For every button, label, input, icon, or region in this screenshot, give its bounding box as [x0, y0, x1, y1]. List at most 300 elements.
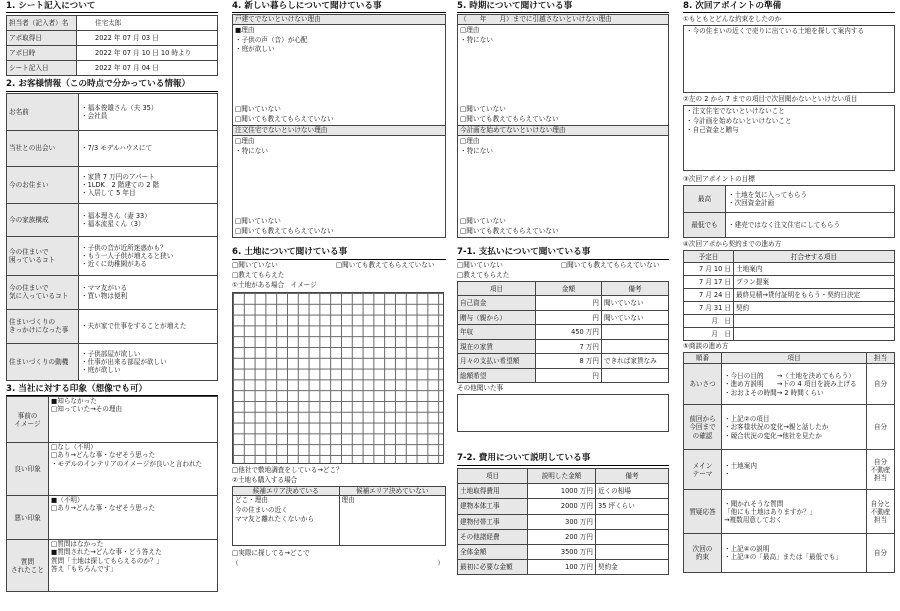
- row-item: 質問「土地は探してもらえるのか？」: [51, 556, 164, 565]
- area-line: 理由: [341, 496, 355, 504]
- step-content[interactable]: [722, 405, 867, 450]
- negotiation-label: ⑤商談の進め方: [683, 342, 729, 351]
- step-label-line: 前回から: [689, 415, 716, 424]
- promise-item: ・今の住まいの近くで売りに出ている土地を探して案内する: [686, 27, 865, 36]
- sheet-info-row: [7, 16, 218, 31]
- row-label: [7, 496, 49, 540]
- reason-item: ■理由: [235, 26, 255, 35]
- reason-item: ・庭が欲しい: [235, 45, 275, 54]
- sheet-info-label: 担当者（記入者）名: [7, 16, 77, 31]
- step-label: [684, 490, 722, 534]
- row-label-line: 今のお住まい: [9, 180, 49, 189]
- row-item: □知っていた→その理由: [51, 405, 123, 414]
- schedule-date[interactable]: 月 日: [684, 328, 734, 341]
- info-row: [7, 203, 218, 236]
- next-items-label: ②左の 2 から 7 までの項目で次回聞かないといけない項目: [683, 95, 858, 104]
- row-item: ・福本理さん（妻 33）: [81, 211, 151, 220]
- step-item: ・: [724, 469, 731, 478]
- amount-cell[interactable]: 100 万円: [528, 560, 596, 575]
- sheet-info-label: アポ取得日: [7, 31, 77, 46]
- land-sketch-grid[interactable]: [232, 292, 444, 464]
- reason-item: □理由: [235, 137, 255, 146]
- negotiation-row: [684, 450, 895, 490]
- row-label: [7, 236, 79, 275]
- row-content[interactable]: [49, 397, 218, 443]
- step-label: [684, 364, 722, 405]
- row-label-line: 今の住まいで: [9, 247, 49, 256]
- table-row: [458, 296, 669, 311]
- goal-item: ・次回資金計画: [728, 199, 775, 208]
- row-item: ・会社員: [81, 111, 108, 120]
- section-7-2-title: 7-2. 費用について説明している事: [457, 452, 669, 465]
- item-cell: 最初に必要な金額: [458, 560, 528, 575]
- start-plan-reason-head: 今計画を始めてないといけない理由: [458, 126, 668, 136]
- schedule-column-header: 予定日: [684, 251, 734, 263]
- row-item: ・ママ友がいる: [81, 284, 128, 293]
- row-label-line: 今の住まいで: [9, 284, 49, 293]
- table-row: [458, 529, 669, 544]
- item-cell: 建物付帯工事: [458, 514, 528, 529]
- step-label-line: 今回まで: [689, 423, 716, 432]
- pay-not-told[interactable]: □聞いても教えてもらえていない: [560, 260, 660, 269]
- table-row: [458, 368, 669, 383]
- info-row: [7, 343, 218, 380]
- goal-row: [684, 213, 895, 238]
- item-cell: その他諸経費: [458, 529, 528, 544]
- step-owner-line: 担当: [873, 516, 888, 524]
- item-cell: 贈与（親から）: [458, 310, 536, 325]
- row-item: ・仕事が出来る部屋が欲しい: [81, 357, 167, 366]
- step-owner[interactable]: [867, 534, 895, 573]
- column-header: 備考: [602, 281, 669, 296]
- schedule-column-header: 打合せする項目: [734, 251, 895, 263]
- note-cell[interactable]: [596, 544, 669, 559]
- sheet-info-value[interactable]: 2022 年 07 月 04 日: [77, 61, 218, 76]
- note-cell[interactable]: [596, 514, 669, 529]
- other-heard-box[interactable]: [457, 394, 669, 432]
- not-heard-checkbox[interactable]: □聞いていない: [460, 217, 506, 226]
- row-item: □なし（不明）: [51, 443, 97, 452]
- land-told[interactable]: □教えてもらえた: [232, 270, 285, 279]
- row-label: [7, 309, 79, 343]
- step-owner-line: 自分: [873, 380, 888, 389]
- section-5-title: 5. 時期について聞けている事: [457, 0, 669, 13]
- column-2: [232, 0, 446, 569]
- row-item: ・入居して 5 年目: [81, 188, 136, 197]
- not-heard-checkbox[interactable]: □聞いていない: [235, 105, 281, 114]
- land-not-told[interactable]: □聞いても教えてもらえていない: [335, 260, 435, 269]
- site-survey-check[interactable]: □他社で敷地調査をしている→どこ？: [232, 465, 343, 474]
- schedule-row: [684, 263, 895, 276]
- schedule-date[interactable]: 7 月 10 日: [684, 263, 734, 276]
- info-row: [7, 309, 218, 343]
- negotiation-header: [684, 353, 895, 364]
- goal-item: ・建売ではなく注文住宅にしてもらう: [728, 221, 841, 230]
- note-cell[interactable]: [596, 529, 669, 544]
- step-item: ・上記④の説明: [724, 545, 770, 554]
- amount-cell[interactable]: 円: [536, 368, 602, 383]
- step-owner[interactable]: [867, 490, 895, 534]
- sheet-info-row: [7, 31, 218, 46]
- step-label: [684, 405, 722, 450]
- item-cell: 現在の家賃: [458, 339, 536, 354]
- item-cell: 土地取得費用: [458, 484, 528, 499]
- item-cell: 年収: [458, 325, 536, 340]
- reason-item: ・特にない: [235, 146, 268, 155]
- reason-item: ・子供の声（音）が心配: [235, 35, 308, 44]
- negotiation-table: [683, 352, 895, 573]
- section-8-title: 8. 次回アポイントの準備: [683, 0, 895, 13]
- note-cell[interactable]: 契約金: [596, 560, 669, 575]
- row-item: ・買い物は便利: [81, 292, 128, 301]
- item-cell: 総額希望: [458, 368, 536, 383]
- row-item: ・もう一人子供が増えると狭い: [81, 251, 174, 260]
- step-content[interactable]: [722, 364, 867, 405]
- step-owner-line: 自分: [873, 423, 888, 432]
- not-heard-checkbox[interactable]: □聞いても教えてもらえていない: [235, 114, 334, 123]
- step-label: [684, 534, 722, 573]
- pay-not-heard[interactable]: □聞いていない: [457, 260, 503, 269]
- row-label: [7, 275, 79, 309]
- negotiation-row: [684, 405, 895, 450]
- row-label-line: 今の家族構成: [9, 215, 49, 224]
- sheet-info-label: アポ日時: [7, 46, 77, 61]
- customer-info-table: [6, 93, 218, 381]
- step-item: →複数用意しておく: [724, 516, 783, 524]
- table-row: [458, 544, 669, 559]
- row-item: ・子供部屋が欲しい: [81, 349, 141, 358]
- sheet-info-value[interactable]: 2022 年 07 月 03 日: [77, 31, 218, 46]
- table-row: [458, 514, 669, 529]
- negotiation-row: [684, 534, 895, 573]
- row-item: ・福本流星くん（3）: [81, 219, 145, 228]
- step-item: ・土地案内: [724, 461, 757, 470]
- amount-cell[interactable]: 300 万円: [528, 514, 596, 529]
- area-decided-head: 候補エリア決めている: [233, 486, 340, 495]
- step-item: ・お客様状況の変化→親と話したか: [724, 423, 829, 432]
- amount-cell[interactable]: 2000 万円: [528, 499, 596, 514]
- row-item: □あり→どんな事・なぜそう思った: [51, 451, 156, 460]
- row-label: [7, 93, 79, 130]
- row-content[interactable]: [79, 236, 218, 275]
- row-item: ■知らなかった: [51, 397, 97, 406]
- promise-label: ①もともとどんな約束をしたのか: [683, 15, 782, 24]
- step-content[interactable]: [722, 490, 867, 534]
- reason-item: □理由: [460, 26, 480, 35]
- table-row: [458, 499, 669, 514]
- schedule-date[interactable]: 7 月 17 日: [684, 276, 734, 289]
- section-4-title: 4. 新しい暮らしについて聞けている事: [232, 0, 446, 13]
- row-item: ・近くに幼稚園がある: [81, 259, 147, 268]
- not-heard-checkbox[interactable]: □聞いても教えてもらえていない: [460, 226, 559, 235]
- area-line: 今の住まいの近く: [235, 505, 288, 514]
- schedule-item[interactable]: 最終見積→貸付証明をもらう・契約日決定: [734, 289, 895, 302]
- step-owner-line: 不動産: [870, 507, 891, 516]
- negotiation-row: [684, 490, 895, 534]
- schedule-header: [684, 251, 895, 263]
- row-content[interactable]: [49, 496, 218, 540]
- row-content[interactable]: [49, 540, 218, 592]
- step-item: ・進め方説明 →下の 4 項目を読み上げる: [724, 380, 857, 389]
- info-row: [7, 443, 218, 496]
- schedule-label: ④次回アポから契約までの進め方: [683, 240, 782, 249]
- step-owner[interactable]: [867, 405, 895, 450]
- amount-cell[interactable]: 7 万円: [536, 339, 602, 354]
- next-item: ・今計画を始めないといけないこと: [686, 116, 792, 125]
- row-content[interactable]: [79, 309, 218, 343]
- step-content[interactable]: [722, 450, 867, 490]
- other-heard-label: その他聞いた事: [457, 384, 504, 393]
- step-label-line: 次回の: [692, 545, 713, 554]
- table-row: [458, 325, 669, 340]
- row-label: [7, 343, 79, 380]
- table-row: [458, 354, 669, 369]
- detached-reason-box: [232, 14, 446, 126]
- amount-cell[interactable]: 円: [536, 296, 602, 311]
- detached-reason-head: 戸建てでないといけない理由: [233, 15, 445, 25]
- amount-cell[interactable]: 1000 万円: [528, 484, 596, 499]
- schedule-row: [684, 302, 895, 315]
- goal-label: ③次回アポイントの目標: [683, 175, 755, 184]
- step-label-line: 約束: [695, 553, 710, 562]
- column-header: 備考: [596, 468, 669, 483]
- sheet-info-row: [7, 46, 218, 61]
- row-content[interactable]: [79, 166, 218, 203]
- info-row: [7, 93, 218, 130]
- goal-table: [683, 185, 895, 238]
- table-header-row: [458, 468, 669, 483]
- row-content[interactable]: [79, 93, 218, 130]
- goal-label: 最高: [684, 186, 726, 213]
- step-owner-line: 担当: [873, 474, 888, 482]
- row-item: ・夫が家で仕事をすることが増えた: [81, 322, 187, 331]
- row-label: [7, 203, 79, 236]
- start-plan-reason-box: [457, 126, 669, 238]
- negotiation-column-header: 項目: [722, 353, 867, 364]
- reason-item: □理由: [460, 137, 480, 146]
- row-label: [7, 540, 49, 592]
- column-header: 金額: [536, 281, 602, 296]
- negotiation-column-header: 順番: [684, 353, 722, 364]
- row-label: [7, 166, 79, 203]
- row-content[interactable]: [79, 275, 218, 309]
- row-label-line: 良い印象: [14, 465, 41, 474]
- column-header: 項目: [458, 468, 528, 483]
- custom-house-reason-box: [232, 126, 446, 238]
- amount-cell[interactable]: 450 万円: [536, 325, 602, 340]
- item-cell: 自己資金: [458, 296, 536, 311]
- row-label-line: 事前の: [17, 411, 38, 420]
- row-label: [7, 443, 49, 496]
- info-row: [7, 397, 218, 443]
- schedule-table: [683, 250, 895, 341]
- promise-box: [683, 25, 895, 93]
- step-owner[interactable]: [867, 450, 895, 490]
- step-label: [684, 450, 722, 490]
- goal-row: [684, 186, 895, 213]
- moving-reason-box: [457, 14, 669, 126]
- note-cell[interactable]: 聞いていない: [602, 310, 669, 325]
- not-heard-checkbox[interactable]: □聞いていない: [235, 217, 281, 226]
- schedule-item[interactable]: 契約: [734, 302, 895, 315]
- step-item: ・聞かれそうな質問: [724, 499, 784, 508]
- note-cell[interactable]: [602, 325, 669, 340]
- moving-reason-head: （ 年 月）までに引越さないといけない理由: [458, 15, 668, 25]
- step-item: ・競合状況の変化→他社を見たか: [724, 431, 822, 440]
- step-item: ・上記③の「最高」または「最低でも」: [724, 553, 843, 562]
- step-label-line: メイン: [692, 461, 713, 470]
- negotiation-column-header: 担当: [867, 353, 895, 364]
- amount-cell[interactable]: 200 万円: [528, 529, 596, 544]
- row-item: ・1LDK 2 階建ての 2 階: [81, 180, 160, 189]
- item-cell: 月々の支払い希望額: [458, 354, 536, 369]
- row-label-line: イメージ: [14, 419, 41, 428]
- sheet-info-table: [6, 15, 218, 76]
- table-row: [458, 310, 669, 325]
- schedule-date[interactable]: 7 月 24 日: [684, 289, 734, 302]
- row-label: [7, 397, 49, 443]
- not-heard-checkbox[interactable]: □聞いても教えてもらえていない: [460, 114, 559, 123]
- section-6-title: 6. 土地について聞けている事: [232, 246, 446, 259]
- not-heard-checkbox[interactable]: □聞いていない: [460, 105, 506, 114]
- note-cell[interactable]: 35 坪くらい: [596, 499, 669, 514]
- schedule-item[interactable]: [734, 328, 895, 341]
- paren-left: （: [232, 559, 239, 567]
- negotiation-row: [684, 364, 895, 405]
- table-header-row: [458, 281, 669, 296]
- row-label-line: お名前: [9, 107, 29, 116]
- land-not-heard[interactable]: □聞いていない: [232, 260, 278, 269]
- amount-cell[interactable]: 8 万円: [536, 354, 602, 369]
- row-content[interactable]: [79, 130, 218, 166]
- info-row: [7, 236, 218, 275]
- row-label-line: 当社との出会い: [9, 144, 56, 153]
- step-owner-line: 自分: [873, 457, 888, 466]
- row-label-line: 困っているコト: [9, 255, 56, 264]
- schedule-item[interactable]: [734, 315, 895, 328]
- schedule-item[interactable]: 土地案内: [734, 263, 895, 276]
- row-label-line: 質問: [20, 557, 35, 566]
- info-row: [7, 540, 218, 592]
- note-cell[interactable]: [602, 339, 669, 354]
- sheet-info-value[interactable]: 2022 年 07 月 10 日 10 時より: [77, 46, 218, 61]
- step-label-line: 質疑応答: [689, 507, 716, 516]
- row-item: ・庭が欲しい: [81, 365, 121, 374]
- section-7-1-title: 7-1. 支払いについて聞いている事: [457, 246, 669, 259]
- reason-item: ・特にない: [460, 35, 493, 44]
- step-item: ・おおよその時間→ 2 時間くらい: [724, 388, 824, 397]
- section-3-title: 3. 当社に対する印象（想像でも可）: [6, 383, 218, 396]
- step-label-line: あいさつ: [689, 380, 716, 389]
- row-content[interactable]: [79, 203, 218, 236]
- row-label-line: 悪い印象: [14, 513, 41, 522]
- goal-label: 最低でも: [684, 213, 726, 238]
- area-line: どこ・理由: [235, 496, 268, 504]
- not-heard-checkbox[interactable]: □聞いても教えてもらえていない: [235, 226, 334, 235]
- actual-search-check[interactable]: □実際に探してる→どこで: [232, 549, 310, 557]
- goal-content[interactable]: [726, 213, 895, 238]
- step-item: 「他にも土地はありますか？」: [724, 507, 817, 516]
- row-item: ・7/3 モデルハウスにて: [81, 144, 153, 153]
- row-item: ・家賃 7 万円のアパート: [81, 172, 155, 181]
- row-content[interactable]: [79, 343, 218, 380]
- schedule-row: [684, 328, 895, 341]
- step-label-line: の確認: [692, 431, 713, 440]
- info-row: [7, 496, 218, 540]
- row-label-line: 住まいづくりの: [9, 318, 56, 327]
- info-row: [7, 130, 218, 166]
- area-undecided-head: 候補エリア決めていない: [339, 486, 446, 495]
- row-item: ・モデルのインテリアのイメージが良いと言われた: [51, 459, 203, 468]
- section-1-title: 1. シート記入について: [6, 0, 218, 13]
- goal-content[interactable]: [726, 186, 895, 213]
- row-item: □あり→どんな事・なぜそう思った: [51, 504, 156, 513]
- step-item: ・上記②の項目: [724, 415, 770, 424]
- step-content[interactable]: [722, 534, 867, 573]
- schedule-item[interactable]: プラン提案: [734, 276, 895, 289]
- note-cell[interactable]: できれば家賃なみ: [602, 354, 669, 369]
- row-label-line: 住まいづくりの動機: [9, 357, 69, 366]
- area-line: ママ友と離れたくないから: [235, 515, 315, 523]
- sheet-info-value[interactable]: 住宅太郎: [77, 16, 218, 31]
- reason-item: ・特にない: [460, 146, 493, 155]
- step-owner-line: 不動産: [870, 465, 891, 474]
- impression-table: [6, 396, 218, 592]
- next-items-box: [683, 105, 895, 171]
- table-row: [458, 560, 669, 575]
- table-row: [458, 484, 669, 499]
- item-cell: 全体金額: [458, 544, 528, 559]
- custom-house-reason-head: 注文住宅でないといけない理由: [233, 126, 445, 136]
- table-row: [458, 339, 669, 354]
- goal-item: ・土地を気に入ってもらう: [728, 191, 808, 200]
- schedule-row: [684, 276, 895, 289]
- row-label-line: 気に入っているコト: [9, 292, 69, 301]
- row-content[interactable]: [49, 443, 218, 496]
- column-3: [457, 0, 669, 575]
- row-item: ・子供の音が近所迷惑かも？: [81, 243, 167, 252]
- schedule-row: [684, 315, 895, 328]
- step-item: ・今日の目的 →（土地を決めてもらう）: [724, 372, 855, 381]
- row-label-line: きっかけになった事: [9, 326, 69, 335]
- land-image-label: ①土地がある場合 イメージ: [232, 280, 317, 289]
- amount-cell[interactable]: 円: [536, 310, 602, 325]
- land-purchase-label: ②土地も購入する場合: [232, 475, 298, 484]
- step-owner-line: 自分: [873, 549, 888, 558]
- pay-told[interactable]: □教えてもらえた: [457, 270, 510, 279]
- sheet-info-row: [7, 61, 218, 76]
- row-item: ・福本俊雄さん（夫 35）: [81, 103, 158, 112]
- note-cell[interactable]: 近くの相場: [596, 484, 669, 499]
- column-header: 説明した金額: [528, 468, 596, 483]
- item-cell: 建物本体工事: [458, 499, 528, 514]
- row-item: ■（不明）: [51, 496, 84, 505]
- payment-table: [457, 281, 669, 384]
- next-item: ・自己資金と贈与: [686, 126, 739, 135]
- column-header: 項目: [458, 281, 536, 296]
- next-item: ・注文住宅でないといけないこと: [686, 107, 785, 116]
- note-cell[interactable]: [602, 368, 669, 383]
- amount-cell[interactable]: 3500 万円: [528, 544, 596, 559]
- schedule-date[interactable]: 月 日: [684, 315, 734, 328]
- row-item: 答え「もちろんです」: [51, 564, 117, 573]
- section-2-title: 2. お客様情報（この時点で分かっている情報）: [6, 78, 218, 91]
- schedule-row: [684, 289, 895, 302]
- sheet-info-label: シート記入日: [7, 61, 77, 76]
- schedule-date[interactable]: 7 月 31 日: [684, 302, 734, 315]
- step-owner[interactable]: [867, 364, 895, 405]
- note-cell[interactable]: 聞いていない: [602, 296, 669, 311]
